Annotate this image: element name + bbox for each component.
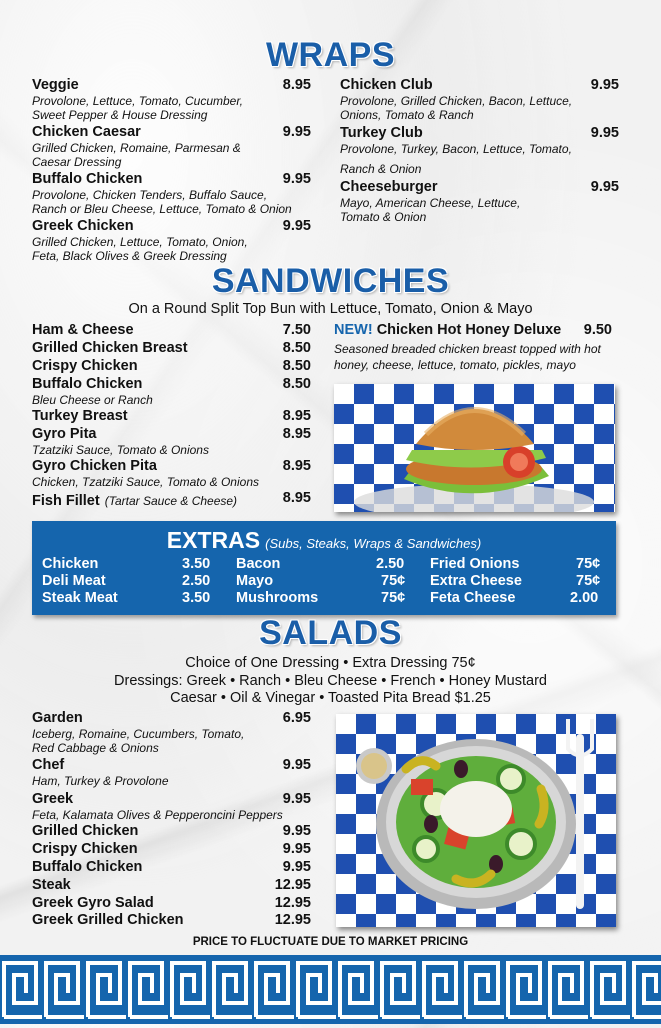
item-price: 9.95 <box>282 171 311 187</box>
sandwiches-title: SANDWICHES <box>211 262 450 300</box>
extra-name: Steak Meat <box>42 590 118 606</box>
item-desc: Tomato & Onion <box>340 210 427 224</box>
item-desc: Provolone, Grilled Chicken, Bacon, Lettuce, <box>340 94 573 108</box>
item-name: Fish Fillet <box>32 493 100 509</box>
menu-item <box>32 340 272 357</box>
item-name: Grilled Chicken <box>32 823 139 839</box>
item-name: Greek Gyro Salad <box>32 895 154 911</box>
item-name: Ham & Cheese <box>32 322 134 338</box>
wraps-title: WRAPS <box>265 36 396 74</box>
salad-photo <box>336 714 616 927</box>
extra-name: Mushrooms <box>236 590 319 606</box>
extra-price: 2.00 <box>570 590 599 606</box>
footer-note: PRICE TO FLUCTUATE DUE TO MARKET PRICING <box>192 936 469 948</box>
item-name: Veggie <box>32 77 79 93</box>
menu-item <box>32 912 272 929</box>
sandwich-photo <box>334 384 615 512</box>
sandwiches-subtitle: On a Round Split Top Bun with Lettuce, Tomato, Onion & Mayo <box>128 301 533 317</box>
item-desc: Caesar Dressing <box>32 155 122 169</box>
item-name: Chicken Caesar <box>32 124 141 140</box>
item-price: 8.95 <box>282 408 311 424</box>
extra-name: Chicken <box>42 556 99 572</box>
item-price: 12.95 <box>274 912 311 928</box>
item-price: 9.50 <box>583 322 612 338</box>
item-price: 7.50 <box>282 322 311 338</box>
item-desc: Mayo, American Cheese, Lettuce, <box>340 196 521 210</box>
extra-name: Bacon <box>236 556 281 572</box>
menu-item <box>32 490 282 510</box>
extra-name: Feta Cheese <box>430 590 516 606</box>
menu-item <box>32 358 272 375</box>
item-name: Chicken Hot Honey Deluxe <box>376 322 562 338</box>
item-name: Garden <box>32 710 83 726</box>
item-price: 9.95 <box>282 823 311 839</box>
item-desc: Ham, Turkey & Provolone <box>32 774 169 788</box>
item-price: 9.95 <box>590 125 619 141</box>
menu-item <box>32 859 272 876</box>
extra-price: 2.50 <box>182 573 211 589</box>
item-name: Buffalo Chicken <box>32 171 143 187</box>
extra-name: Extra Cheese <box>430 573 522 589</box>
menu-item <box>32 322 272 339</box>
item-name: Crispy Chicken <box>32 358 138 374</box>
item-name: Cheeseburger <box>340 179 438 195</box>
extras-subtitle: (Subs, Steaks, Wraps & Sandwiches) <box>265 536 482 551</box>
extra-name: Fried Onions <box>430 556 520 572</box>
item-desc: Chicken, Tzatziki Sauce, Tomato & Onions <box>32 475 259 489</box>
item-price: 9.95 <box>282 859 311 875</box>
menu-item <box>32 841 272 858</box>
item-name: Buffalo Chicken <box>32 376 143 392</box>
item-desc: Seasoned breaded chicken breast topped with hot <box>334 342 601 356</box>
greek-key-border <box>0 955 661 1024</box>
item-price: 8.95 <box>282 490 311 506</box>
menu-item <box>32 376 272 407</box>
extra-name: Mayo <box>236 573 274 589</box>
item-price: 12.95 <box>274 877 311 893</box>
item-desc: Provolone, Turkey, Bacon, Lettuce, Tomato, <box>340 142 572 156</box>
item-desc: Onions, Tomato & Ranch <box>340 108 474 122</box>
item-desc: Iceberg, Romaine, Cucumbers, Tomato, <box>32 727 245 741</box>
menu-item <box>32 877 272 894</box>
menu-item <box>32 823 272 840</box>
extra-price: 75¢ <box>381 590 406 606</box>
item-desc: Grilled Chicken, Lettuce, Tomato, Onion, <box>32 235 248 249</box>
extra-price: 75¢ <box>576 573 601 589</box>
item-desc: Feta, Black Olives & Greek Dressing <box>32 249 227 263</box>
item-name: Steak <box>32 877 71 893</box>
item-name: Chef <box>32 757 65 773</box>
item-price: 8.50 <box>282 358 311 374</box>
item-price: 8.95 <box>282 77 311 93</box>
extras-title: EXTRAS <box>166 527 261 553</box>
menu-item <box>32 895 272 912</box>
menu-item <box>32 426 272 457</box>
item-name: Turkey Club <box>340 125 423 141</box>
item-name: Greek <box>32 791 74 807</box>
item-name: Gyro Pita <box>32 426 97 442</box>
item-price: 9.95 <box>282 218 311 234</box>
salads-info: Choice of One Dressing • Extra Dressing 75¢ <box>185 655 476 671</box>
item-desc: Feta, Kalamata Olives & Pepperoncini Peppers <box>32 808 283 822</box>
extra-price: 75¢ <box>381 573 406 589</box>
item-name: Buffalo Chicken <box>32 859 143 875</box>
item-name: Crispy Chicken <box>32 841 138 857</box>
extra-price: 3.50 <box>182 556 211 572</box>
item-desc: Bleu Cheese or Ranch <box>32 393 153 407</box>
item-desc: Tzatziki Sauce, Tomato & Onions <box>32 443 209 457</box>
item-price: 8.95 <box>282 426 311 442</box>
extra-name: Deli Meat <box>42 573 106 589</box>
item-name: Chicken Club <box>340 77 433 93</box>
salads-info: Dressings: Greek • Ranch • Bleu Cheese • French • Honey Mustard <box>114 673 547 689</box>
extras-panel <box>32 521 616 615</box>
item-name: Greek Chicken <box>32 218 134 234</box>
item-desc: Grilled Chicken, Romaine, Parmesan & <box>32 141 241 155</box>
extra-price: 75¢ <box>576 556 601 572</box>
item-desc: Ranch & Onion <box>340 162 422 176</box>
item-name: Grilled Chicken Breast <box>32 340 188 356</box>
item-price: 8.50 <box>282 376 311 392</box>
item-desc: Red Cabbage & Onions <box>32 741 159 755</box>
item-price: 9.95 <box>282 841 311 857</box>
item-price: 6.95 <box>282 710 311 726</box>
item-price: 9.95 <box>590 179 619 195</box>
menu-item <box>32 458 282 489</box>
salads-title: SALADS <box>259 614 402 652</box>
menu-item <box>32 408 272 425</box>
item-desc: Provolone, Lettuce, Tomato, Cucumber, <box>32 94 244 108</box>
item-price: 9.95 <box>282 791 311 807</box>
item-name: Turkey Breast <box>32 408 128 424</box>
item-desc: honey, cheese, lettuce, tomato, pickles, mayo <box>334 358 576 372</box>
extra-price: 3.50 <box>182 590 211 606</box>
item-price: 8.50 <box>282 340 311 356</box>
item-price: 9.95 <box>282 757 311 773</box>
item-name: Greek Grilled Chicken <box>32 912 184 928</box>
item-note: (Tartar Sauce & Cheese) <box>104 494 238 508</box>
item-desc: Provolone, Chicken Tenders, Buffalo Sauce, <box>32 188 268 202</box>
salads-info: Caesar • Oil & Vinegar • Toasted Pita Bread $1.25 <box>170 690 491 706</box>
item-price: 8.95 <box>282 458 311 474</box>
item-name: Gyro Chicken Pita <box>32 458 157 474</box>
new-badge: NEW! <box>334 322 373 338</box>
item-price: 9.95 <box>282 124 311 140</box>
extra-price: 2.50 <box>376 556 405 572</box>
item-price: 9.95 <box>590 77 619 93</box>
item-price: 12.95 <box>274 895 311 911</box>
item-desc: Ranch or Bleu Cheese, Lettuce, Tomato & Onion <box>32 202 292 216</box>
item-desc: Sweet Pepper & House Dressing <box>32 108 208 122</box>
